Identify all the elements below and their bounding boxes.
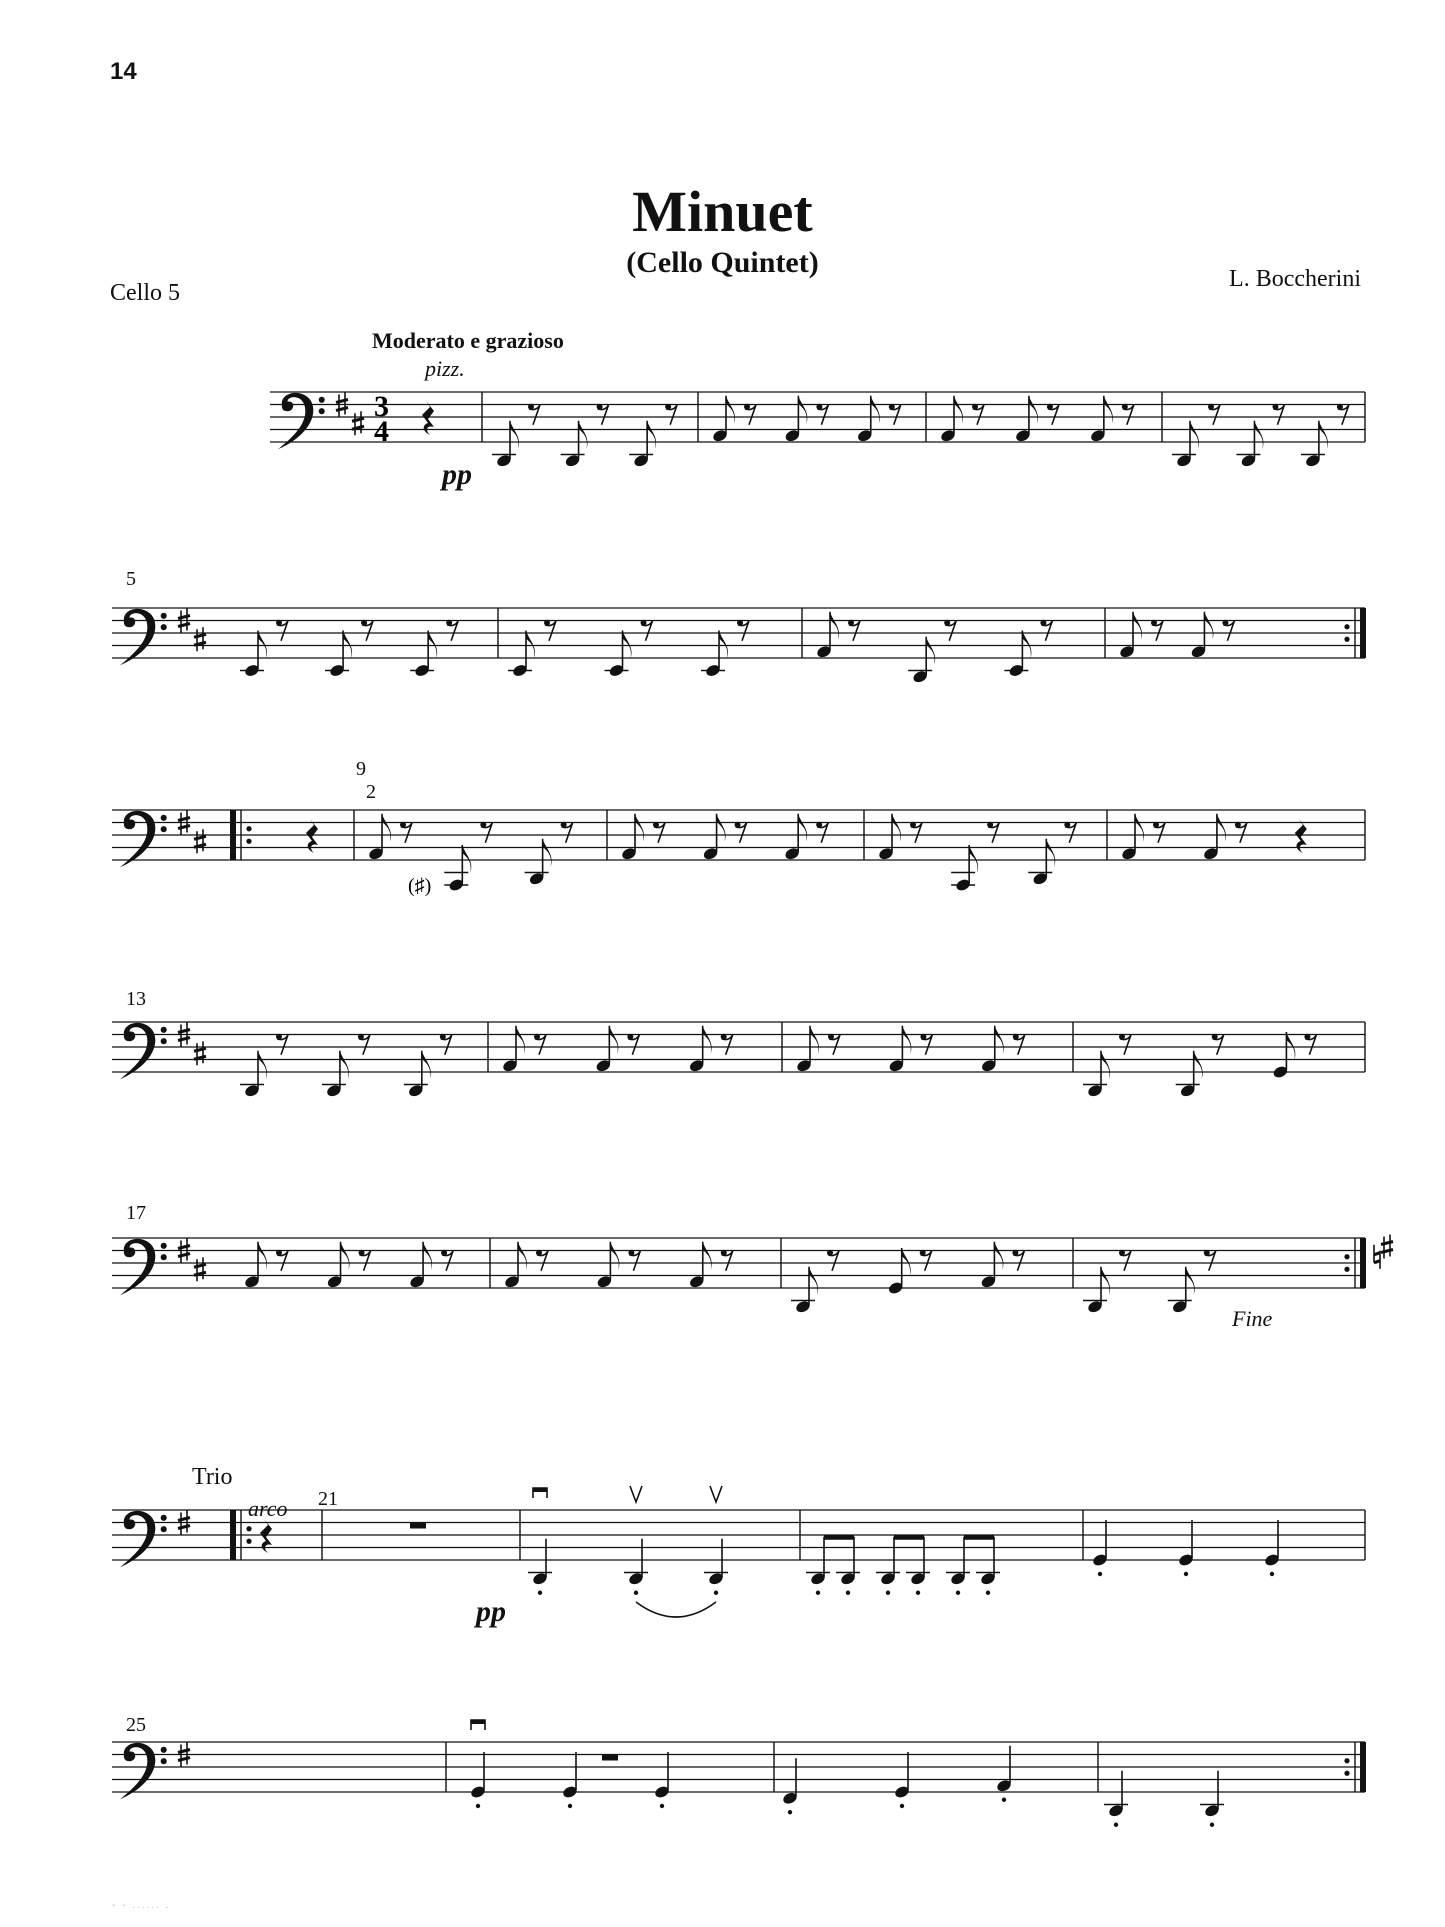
eighth-rest [910, 822, 922, 843]
staccato-dot [660, 1804, 664, 1808]
quarter-note [1108, 1771, 1125, 1818]
staccato-dot [1002, 1798, 1006, 1802]
eighth-rest [528, 404, 540, 425]
slur [636, 1602, 716, 1617]
eighth-rest [1119, 1250, 1131, 1271]
dynamic-pp: pp [476, 1595, 506, 1628]
eighth-note [816, 612, 839, 659]
eighth-note [1179, 1051, 1202, 1098]
eighth-rest [816, 822, 828, 843]
final-barline [1360, 1238, 1366, 1288]
key-sharp-icon [194, 829, 206, 853]
repeat-dot [1344, 624, 1349, 629]
staccato-dot [886, 1591, 890, 1595]
eighth-note [368, 814, 391, 861]
eighth-note [244, 1242, 267, 1289]
eighth-rest [828, 1034, 840, 1055]
eighth-note [325, 1051, 348, 1098]
eighth-rest [536, 1250, 548, 1271]
eighth-rest [1122, 404, 1134, 425]
measure-number: 17 [126, 1202, 146, 1224]
staccato-dot [1114, 1823, 1118, 1827]
bass-clef-icon [120, 811, 167, 867]
staccato-dot [916, 1591, 920, 1595]
bass-clef-icon [120, 1239, 167, 1295]
eighth-note [1121, 814, 1144, 861]
quarter-note [1204, 1771, 1221, 1818]
dynamic-pp: pp [442, 458, 472, 491]
eighth-note [980, 1026, 1003, 1073]
eighth-note [940, 396, 963, 443]
eighth-rest [653, 822, 665, 843]
eighth-rest [1064, 822, 1076, 843]
piece-title: Minuet [632, 179, 813, 244]
eighth-note [407, 1051, 430, 1098]
repeat-dot [246, 839, 251, 844]
ending-number: 2 [366, 781, 376, 803]
eighth-note [1087, 1051, 1110, 1098]
eighth-note [502, 1026, 525, 1073]
bass-clef-icon [120, 1743, 167, 1799]
eighth-rest [276, 1250, 288, 1271]
quarter-note [1178, 1520, 1195, 1567]
eighth-note [1240, 421, 1263, 468]
eighth-note [326, 1242, 349, 1289]
staccato-dot [846, 1591, 850, 1595]
repeat-dot [1344, 1771, 1349, 1776]
eighth-rest [276, 1034, 288, 1055]
time-signature-top: 3 [374, 390, 389, 423]
eighth-rest [1013, 1034, 1025, 1055]
bass-clef-icon [278, 393, 325, 449]
piece-subtitle: (Cello Quintet) [626, 246, 819, 279]
instrument-part: Cello 5 [110, 280, 180, 306]
quarter-note [996, 1746, 1013, 1793]
eighth-note [878, 814, 901, 861]
repeat-dot [1344, 1267, 1349, 1272]
measure-number: 13 [126, 988, 146, 1010]
eighth-rest [1222, 620, 1234, 641]
eighth-note [912, 637, 935, 684]
eighth-note [1171, 1267, 1194, 1314]
staccato-dot [568, 1804, 572, 1808]
bass-clef-icon [120, 609, 167, 665]
pizz-marking: pizz. [425, 356, 465, 381]
eighth-note [596, 1242, 619, 1289]
eighth-rest [1204, 1250, 1216, 1271]
measure-number: 21 [318, 1488, 338, 1510]
eighth-note [1087, 1267, 1110, 1314]
eighth-rest [561, 822, 573, 843]
cautionary-accidental: (♯) [408, 875, 432, 897]
staccato-dot [788, 1810, 792, 1814]
eighth-rest [665, 404, 677, 425]
eighth-note [784, 396, 807, 443]
eighth-note [633, 421, 656, 468]
up-bow-icon [630, 1486, 642, 1502]
staccato-dot [538, 1591, 542, 1595]
staccato-dot [956, 1591, 960, 1595]
eighth-note [702, 814, 725, 861]
beam [894, 1535, 924, 1540]
eighth-note [1014, 396, 1037, 443]
eighth-rest [361, 620, 373, 641]
measure-rest [410, 1523, 426, 1529]
quarter-note [708, 1539, 725, 1586]
repeat-dot [1344, 637, 1349, 642]
eighth-rest [440, 1034, 452, 1055]
repeat-dot [1344, 1758, 1349, 1763]
eighth-note [688, 1026, 711, 1073]
quarter-note [562, 1752, 579, 1799]
eighth-rest [544, 620, 556, 641]
key-natural-icon [1374, 1245, 1380, 1269]
eighth-rest [441, 1250, 453, 1271]
eighth-rest [848, 620, 860, 641]
composer-name: L. Boccherini [1229, 266, 1361, 292]
eighth-rest [627, 1034, 639, 1055]
eighth-rest [1151, 620, 1163, 641]
eighth-rest [628, 1250, 640, 1271]
staccato-dot [1270, 1572, 1274, 1576]
eighth-note [496, 421, 519, 468]
eighth-rest [534, 1034, 546, 1055]
eighth-rest [1153, 822, 1165, 843]
final-barline [1360, 608, 1366, 658]
key-sharp-icon [194, 627, 206, 651]
staccato-dot [476, 1804, 480, 1808]
eighth-rest [1235, 822, 1247, 843]
page-number: 14 [110, 58, 137, 85]
eighth-note [856, 396, 879, 443]
eighth-rest [1119, 1034, 1131, 1055]
eighth-note [1202, 814, 1225, 861]
staccato-dot [986, 1591, 990, 1595]
repeat-dot [1344, 1254, 1349, 1259]
eighth-rest [358, 1034, 370, 1055]
arco-marking: arco [248, 1496, 288, 1521]
eighth-note [980, 1242, 1003, 1289]
eighth-rest [816, 404, 828, 425]
staccato-dot [1098, 1572, 1102, 1576]
eighth-rest [480, 822, 492, 843]
eighth-rest [972, 404, 984, 425]
eighth-note [888, 1026, 911, 1073]
eighth-note [244, 1051, 267, 1098]
quarter-note [628, 1539, 645, 1586]
eighth-rest [987, 822, 999, 843]
measure-number: 5 [126, 568, 136, 590]
eighth-rest [944, 620, 956, 641]
eighth-note [621, 814, 644, 861]
staccato-dot [900, 1804, 904, 1808]
eighth-rest [597, 404, 609, 425]
time-signature-bottom: 4 [374, 415, 389, 448]
up-bow-icon [710, 1486, 722, 1502]
repeat-dot [246, 826, 251, 831]
down-bow-icon [471, 1720, 485, 1730]
eighth-rest [359, 1250, 371, 1271]
eighth-rest [1212, 1034, 1224, 1055]
key-sharp-icon [352, 411, 364, 435]
eighth-rest [1047, 404, 1059, 425]
down-bow-icon [533, 1488, 547, 1498]
eighth-rest [721, 1250, 733, 1271]
repeat-dot [246, 1526, 251, 1531]
eighth-rest [1272, 404, 1284, 425]
eighth-note [796, 1026, 819, 1073]
beam [824, 1535, 854, 1540]
eighth-rest [744, 404, 756, 425]
quarter-note [1264, 1520, 1281, 1567]
eighth-note [1089, 396, 1112, 443]
eighth-rest [400, 822, 412, 843]
staccato-dot [1210, 1823, 1214, 1827]
staccato-dot [816, 1591, 820, 1595]
eighth-rest [889, 404, 901, 425]
tempo-marking: Moderato e grazioso [372, 328, 564, 353]
eighth-rest [1012, 1250, 1024, 1271]
key-sharp-icon [194, 1257, 206, 1281]
footer-mark: - - ...... . [112, 1900, 171, 1911]
eighth-rest [1040, 620, 1052, 641]
eighth-note [409, 1242, 432, 1289]
key-sharp-icon [194, 1041, 206, 1065]
eighth-rest [827, 1250, 839, 1271]
quarter-note [1092, 1520, 1109, 1567]
eighth-note [712, 396, 735, 443]
start-repeat-barline [230, 1510, 236, 1560]
eighth-rest [735, 822, 747, 843]
start-repeat-barline [230, 810, 236, 860]
quarter-note [782, 1758, 799, 1805]
eighth-note [1176, 421, 1199, 468]
quarter-note [470, 1752, 487, 1799]
eighth-rest [920, 1250, 932, 1271]
quarter-note [654, 1752, 671, 1799]
quarter-note [532, 1539, 549, 1586]
eighth-rest [446, 620, 458, 641]
key-sharp-icon [1381, 1235, 1393, 1259]
eighth-note [564, 421, 587, 468]
beam [964, 1535, 994, 1540]
staccato-dot [634, 1591, 638, 1595]
quarter-note [894, 1752, 911, 1799]
eighth-rest [1337, 404, 1349, 425]
eighth-rest [276, 620, 288, 641]
eighth-note [795, 1267, 818, 1314]
measure-rest [602, 1755, 618, 1761]
eighth-rest [1208, 404, 1220, 425]
staccato-dot [714, 1591, 718, 1595]
eighth-note [595, 1026, 618, 1073]
repeat-dot [246, 1539, 251, 1544]
measure-number: 9 [356, 758, 366, 780]
eighth-rest [721, 1034, 733, 1055]
trio-label: Trio [192, 1464, 233, 1490]
staccato-dot [1184, 1572, 1188, 1576]
eighth-note [688, 1242, 711, 1289]
eighth-note [504, 1242, 527, 1289]
eighth-rest [1304, 1034, 1316, 1055]
eighth-note [1119, 612, 1142, 659]
eighth-note [1032, 839, 1055, 886]
bass-clef-icon [120, 1023, 167, 1079]
eighth-note [1304, 421, 1327, 468]
measure-number: 25 [126, 1714, 146, 1736]
eighth-rest [737, 620, 749, 641]
eighth-rest [920, 1034, 932, 1055]
eighth-note [528, 839, 551, 886]
eighth-note [1190, 612, 1213, 659]
fine-marking: Fine [1232, 1306, 1273, 1331]
eighth-note [784, 814, 807, 861]
eighth-rest [641, 620, 653, 641]
final-barline [1360, 1742, 1366, 1792]
bass-clef-icon [120, 1511, 167, 1567]
